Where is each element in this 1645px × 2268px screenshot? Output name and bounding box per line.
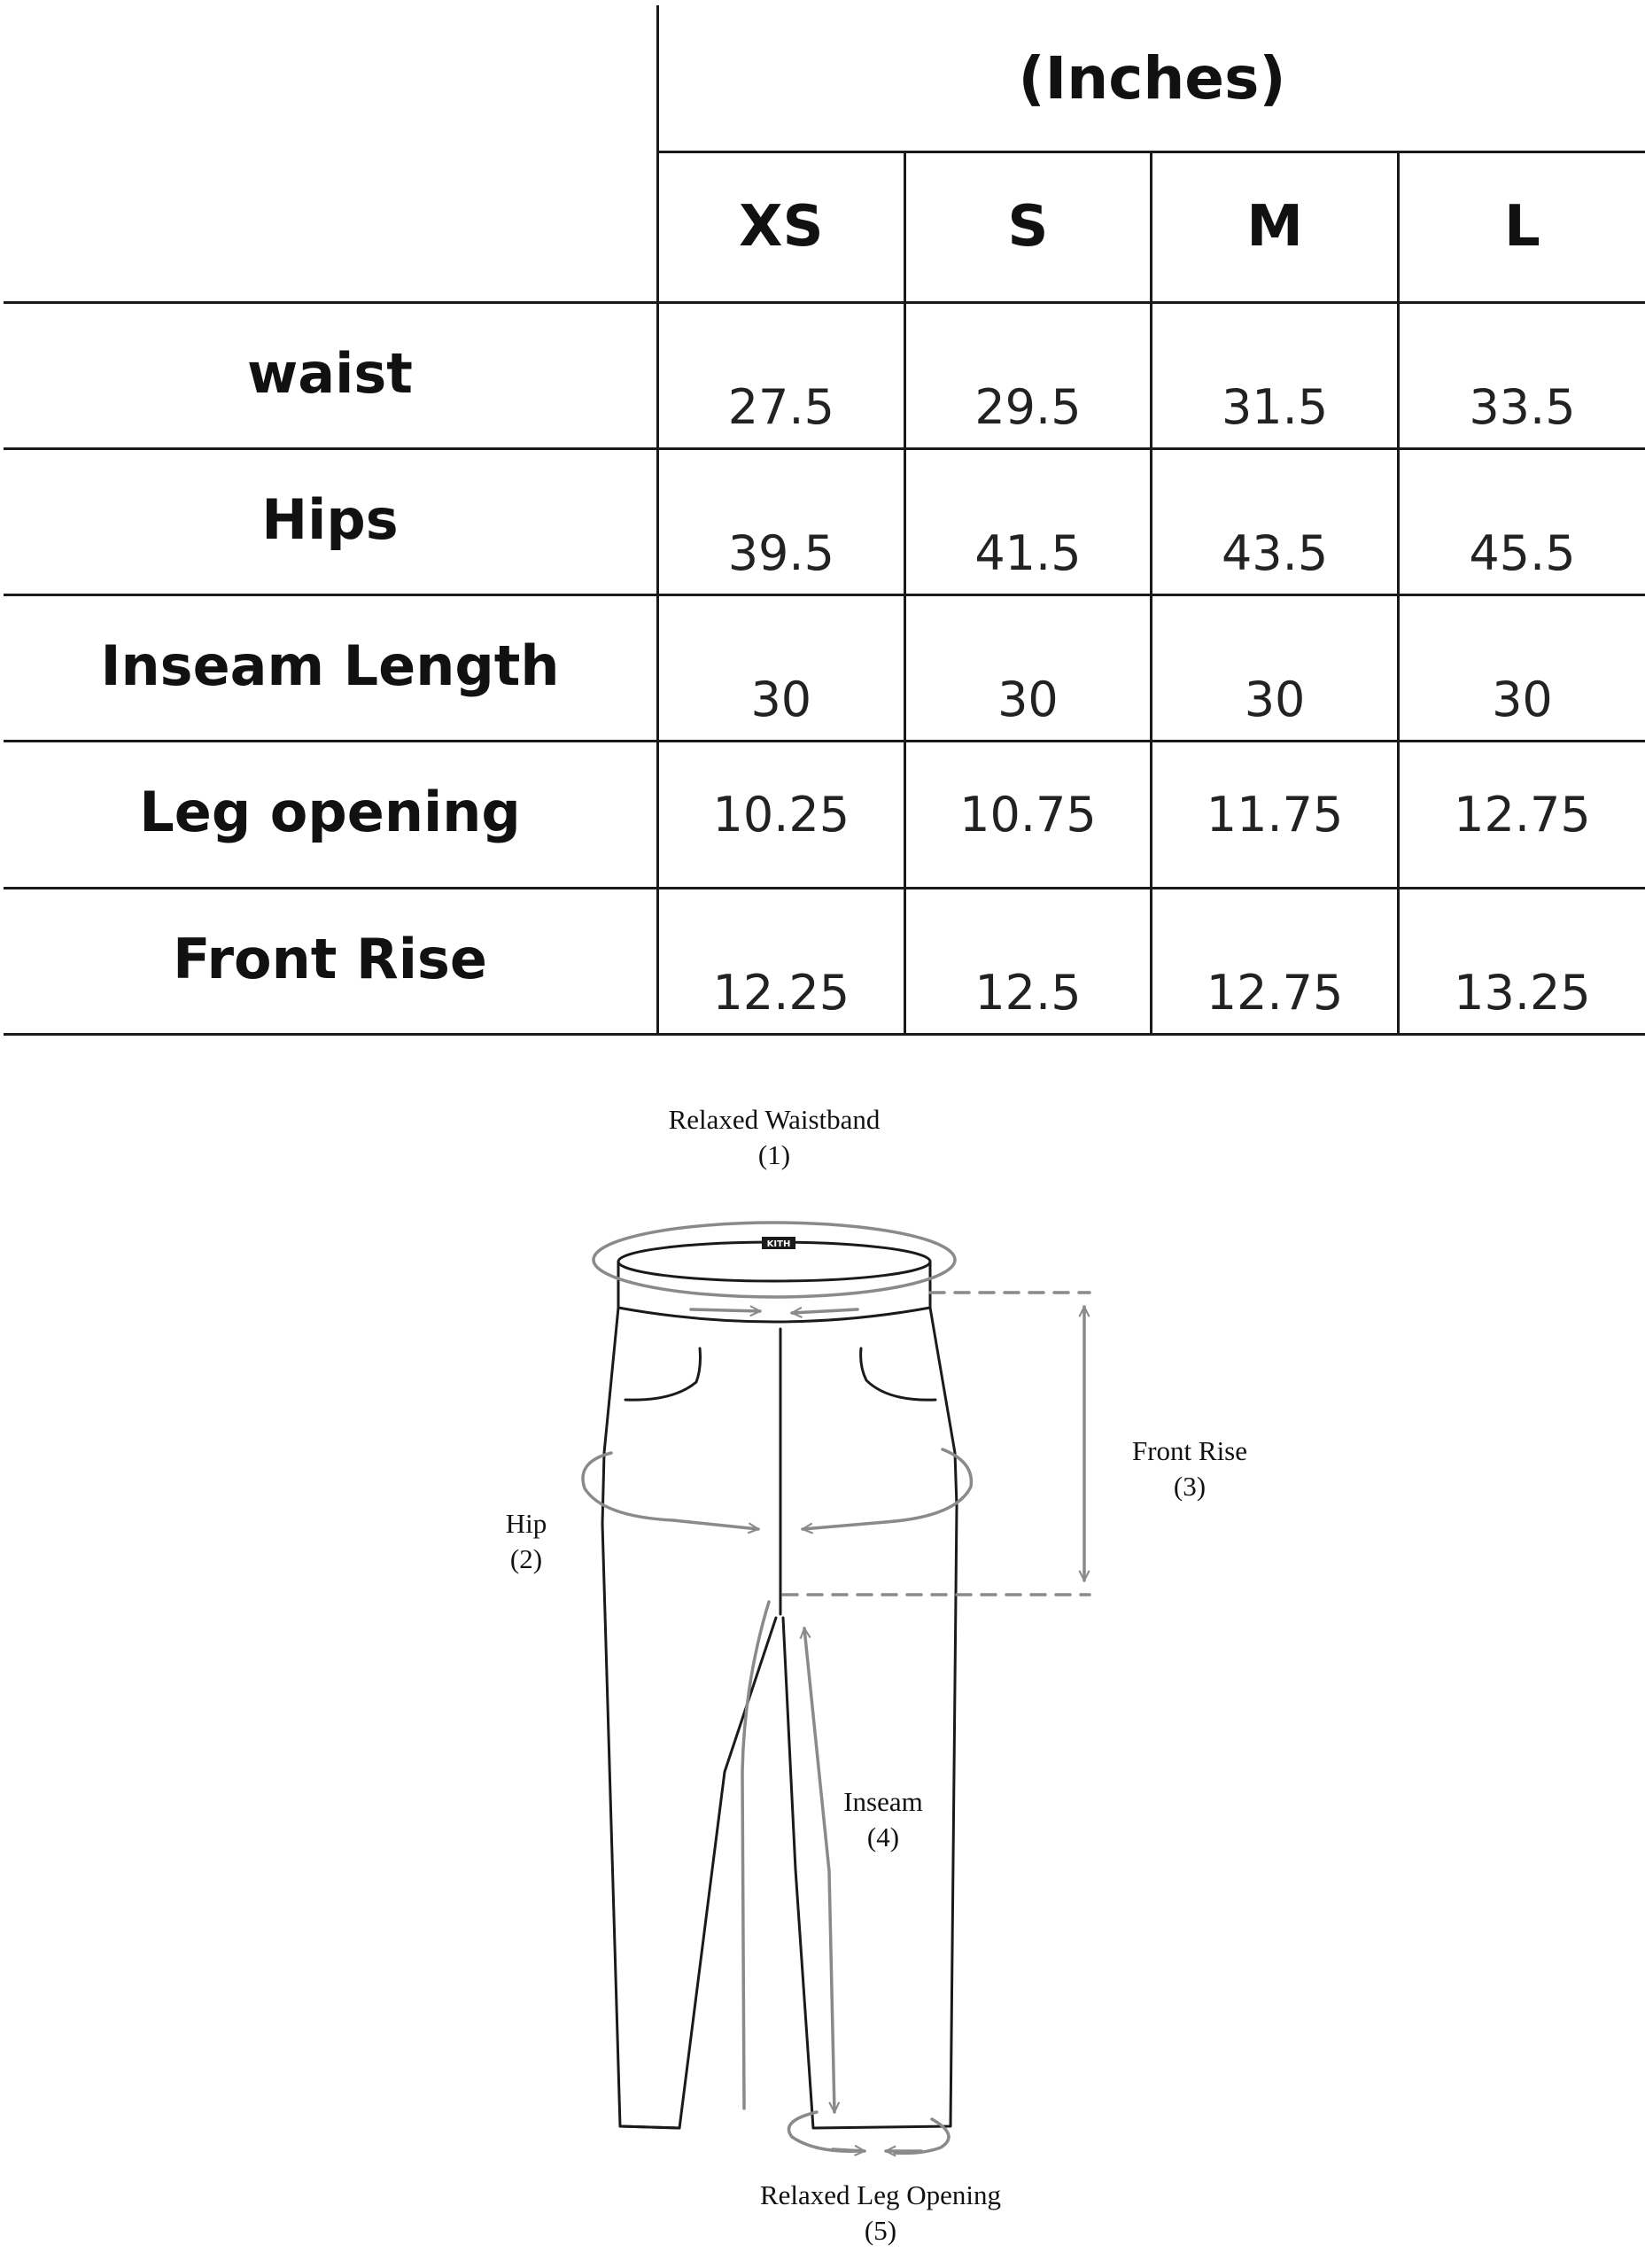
waistband-band	[618, 1262, 930, 1322]
row-label: Leg opening	[4, 742, 658, 888]
table-cell: 13.25	[1398, 888, 1645, 1034]
label-name: Relaxed Waistband	[668, 1104, 881, 1135]
table-cell: 41.5	[904, 448, 1152, 594]
table-cell: 12.75	[1152, 888, 1399, 1034]
table-cell: 30	[1152, 595, 1399, 742]
label-number: (4)	[866, 1821, 900, 1852]
brand-tag	[762, 1237, 795, 1249]
table-corner-cell	[4, 5, 658, 302]
units-header: (Inches)	[658, 5, 1645, 152]
size-header-s: S	[904, 152, 1152, 302]
row-label: Inseam Length	[4, 595, 658, 742]
table-cell: 27.5	[658, 302, 905, 448]
table-cell: 43.5	[1152, 448, 1399, 594]
table-cell: 12.75	[1398, 742, 1645, 888]
table-cell: 45.5	[1398, 448, 1645, 594]
label-relaxed-leg-opening	[730, 2178, 1031, 2249]
waistband-arrow-left	[691, 1309, 760, 1311]
label-number: (2)	[509, 1543, 543, 1574]
table-cell: 30	[658, 595, 905, 742]
right-pocket	[861, 1348, 935, 1400]
table-cell: 33.5	[1398, 302, 1645, 448]
label-hip	[464, 1506, 588, 1577]
leg-opening-arrow-left	[833, 2149, 865, 2151]
size-header-m: M	[1152, 152, 1399, 302]
table-cell: 10.25	[658, 742, 905, 888]
table-row-front-rise	[4, 888, 1645, 1034]
table-row-inseam	[4, 595, 1645, 742]
label-front-rise	[1101, 1433, 1278, 1504]
label-number: (5)	[864, 2215, 897, 2246]
left-leg-outline	[602, 1308, 776, 2128]
label-name: Hip	[505, 1508, 547, 1539]
hip-measure-loop	[583, 1449, 971, 1522]
pants-outline	[602, 1242, 957, 2128]
size-header-l: L	[1398, 152, 1645, 302]
label-number: (3)	[1173, 1471, 1207, 1502]
row-label: waist	[4, 302, 658, 448]
pants-illustration	[0, 1045, 1645, 2268]
label-relaxed-waistband	[641, 1102, 907, 1173]
label-name: Relaxed Leg Opening	[759, 2179, 1002, 2210]
label-name: Front Rise	[1131, 1435, 1248, 1466]
table-cell: 39.5	[658, 448, 905, 594]
brand-tag-text: KITH	[766, 1239, 791, 1249]
waistband-arrow-right	[792, 1309, 857, 1313]
table-units-row	[4, 5, 1645, 152]
table-cell: 11.75	[1152, 742, 1399, 888]
left-pocket	[625, 1348, 701, 1400]
table-row-hips	[4, 448, 1645, 594]
row-label: Front Rise	[4, 888, 658, 1034]
hip-arrow-right	[803, 1522, 886, 1529]
right-leg-outline	[783, 1308, 957, 2128]
row-label: Hips	[4, 448, 658, 594]
pants-measurement-diagram	[0, 1045, 1645, 2268]
label-inseam	[812, 1784, 954, 1855]
inseam-arrow	[804, 1628, 834, 2112]
size-header-xs: XS	[658, 152, 905, 302]
table-cell: 12.5	[904, 888, 1152, 1034]
table-row-waist	[4, 302, 1645, 448]
table-cell: 12.25	[658, 888, 905, 1034]
label-number: (1)	[757, 1139, 791, 1170]
size-chart-table	[4, 5, 1645, 1036]
hip-arrow-left	[673, 1520, 758, 1529]
table-cell: 31.5	[1152, 302, 1399, 448]
waistband-measure-loop	[594, 1223, 955, 1297]
table-cell: 30	[904, 595, 1152, 742]
table-cell: 10.75	[904, 742, 1152, 888]
table-row-leg-opening	[4, 742, 1645, 888]
label-name: Inseam	[843, 1786, 923, 1817]
table-cell: 29.5	[904, 302, 1152, 448]
table-cell: 30	[1398, 595, 1645, 742]
measurement-guides	[583, 1223, 1090, 2153]
